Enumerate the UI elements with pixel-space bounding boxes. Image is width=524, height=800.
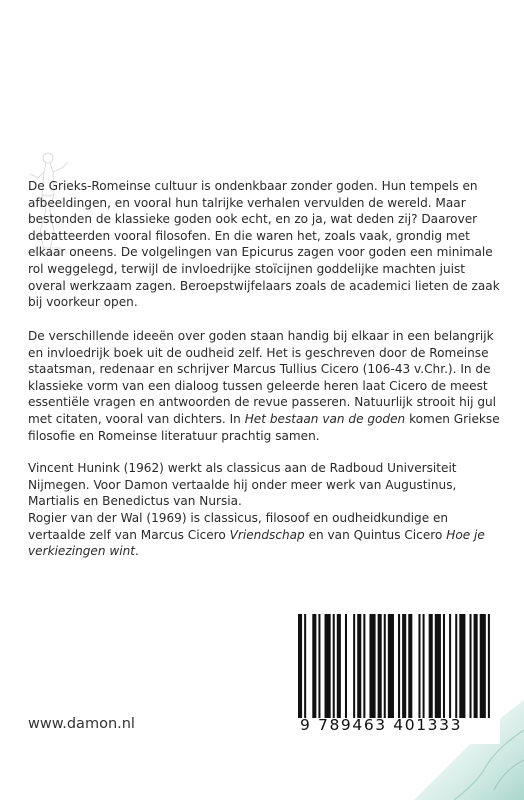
- book-title-italic: Het bestaan van de goden: [244, 411, 406, 426]
- bio-text-c: .: [135, 544, 139, 559]
- paragraph-2-text-a: De verschillende ideeën over goden staan handig bij elkaar in een belangrijk en invloedrijk boek uit de oudheid zelf. Het is geschreven door de Romeinse staatsman, redenaar en schrijver Marcus Tullius Cicero (106-43 v.Chr.). In de klassieke vorm van een dialoog tussen geleerde heren laat Cicero de meest essentiële vragen en antwoorden de revue passeren. Natuurlijk strooit hij gul met citaten, vooral van dichters. In: [28, 329, 497, 426]
- barcode-bar: [357, 614, 361, 718]
- barcode-bar: [388, 614, 394, 718]
- barcode-bar: [443, 614, 445, 718]
- barcode-bar: [429, 614, 433, 718]
- barcode-bar: [398, 614, 400, 718]
- barcode-bar: [459, 614, 465, 718]
- barcode-bar: [418, 614, 420, 718]
- isbn-digits: 9 789463 401333: [300, 716, 463, 734]
- barcode-bar: [488, 614, 490, 718]
- paragraph-2-text-b: komen Griekse filosofie en Romeinse literatuur prachtig samen.: [28, 411, 500, 443]
- barcode-bar: [470, 614, 472, 718]
- book-title-vriendschap: Vriendschap: [229, 527, 305, 542]
- barcode-bar: [384, 614, 386, 718]
- translator-bio-hunink: Vincent Hunink (1962) werkt als classicus aan de Radboud Universiteit Nijmegen. Voor Damon vertaalde hij onder meer werk van Augustinus, Martialis en Benedictus van Nursia.: [28, 461, 457, 509]
- barcode-bar: [449, 614, 451, 718]
- barcode-bar: [312, 614, 316, 718]
- barcode-bar: [369, 614, 375, 718]
- barcode-bar: [318, 614, 320, 718]
- barcode-bar: [298, 614, 302, 718]
- barcode-bar: [402, 614, 406, 718]
- barcode-bar: [480, 614, 486, 718]
- barcode-bar: [408, 614, 412, 718]
- book-title-verkiezingen: Hoe je verkiezingen wint: [28, 527, 485, 559]
- translator-bio-van-der-wal: [28, 510, 504, 560]
- barcode-bars: [298, 614, 494, 718]
- barcode-bar: [304, 614, 306, 718]
- barcode-bar: [353, 614, 355, 718]
- barcode-bar: [325, 614, 331, 718]
- publisher-website[interactable]: www.damon.nl: [28, 716, 135, 732]
- bio-text-a: Rogier van der Wal (1969) is classicus, filosoof en oudheidkundige en vertaalde zelf van Marcus Cicero: [28, 511, 449, 542]
- bio-text-b: en van Quintus Cicero: [304, 527, 447, 542]
- barcode-bar: [435, 614, 441, 718]
- isbn-barcode: [288, 610, 500, 744]
- description-paragraph-1: De Grieks-Romeinse cultuur is ondenkbaar zonder goden. Hun tempels en afbeeldingen, en vooral hun talrijke verhalen vervulden de wereld. Maar bestonden de klassieke goden ook echt, en zo ja, wat deden zij? Daarover debatteerden vooral filosofen. En die waren het, zoals vaak, grondig met elkaar oneens. De volgelingen van Epicurus zagen voor goden een minimale rol weggelegd, terwijl de invloedrijke stoïcijnen goddelijke machten juist overal werkzaam zagen. Beroepstwijfelaars zoals de academici lieten de zaak bij voorkeur open.: [28, 179, 500, 310]
- barcode-bar: [423, 614, 425, 718]
- barcode-bar: [333, 614, 335, 718]
- barcode-bar: [345, 614, 347, 718]
- barcode-bar: [455, 614, 457, 718]
- barcode-bar: [337, 614, 341, 718]
- barcode-bar: [378, 614, 382, 718]
- description-paragraph-2: [28, 328, 504, 444]
- barcode-bar: [474, 614, 478, 718]
- barcode-bar: [363, 614, 365, 718]
